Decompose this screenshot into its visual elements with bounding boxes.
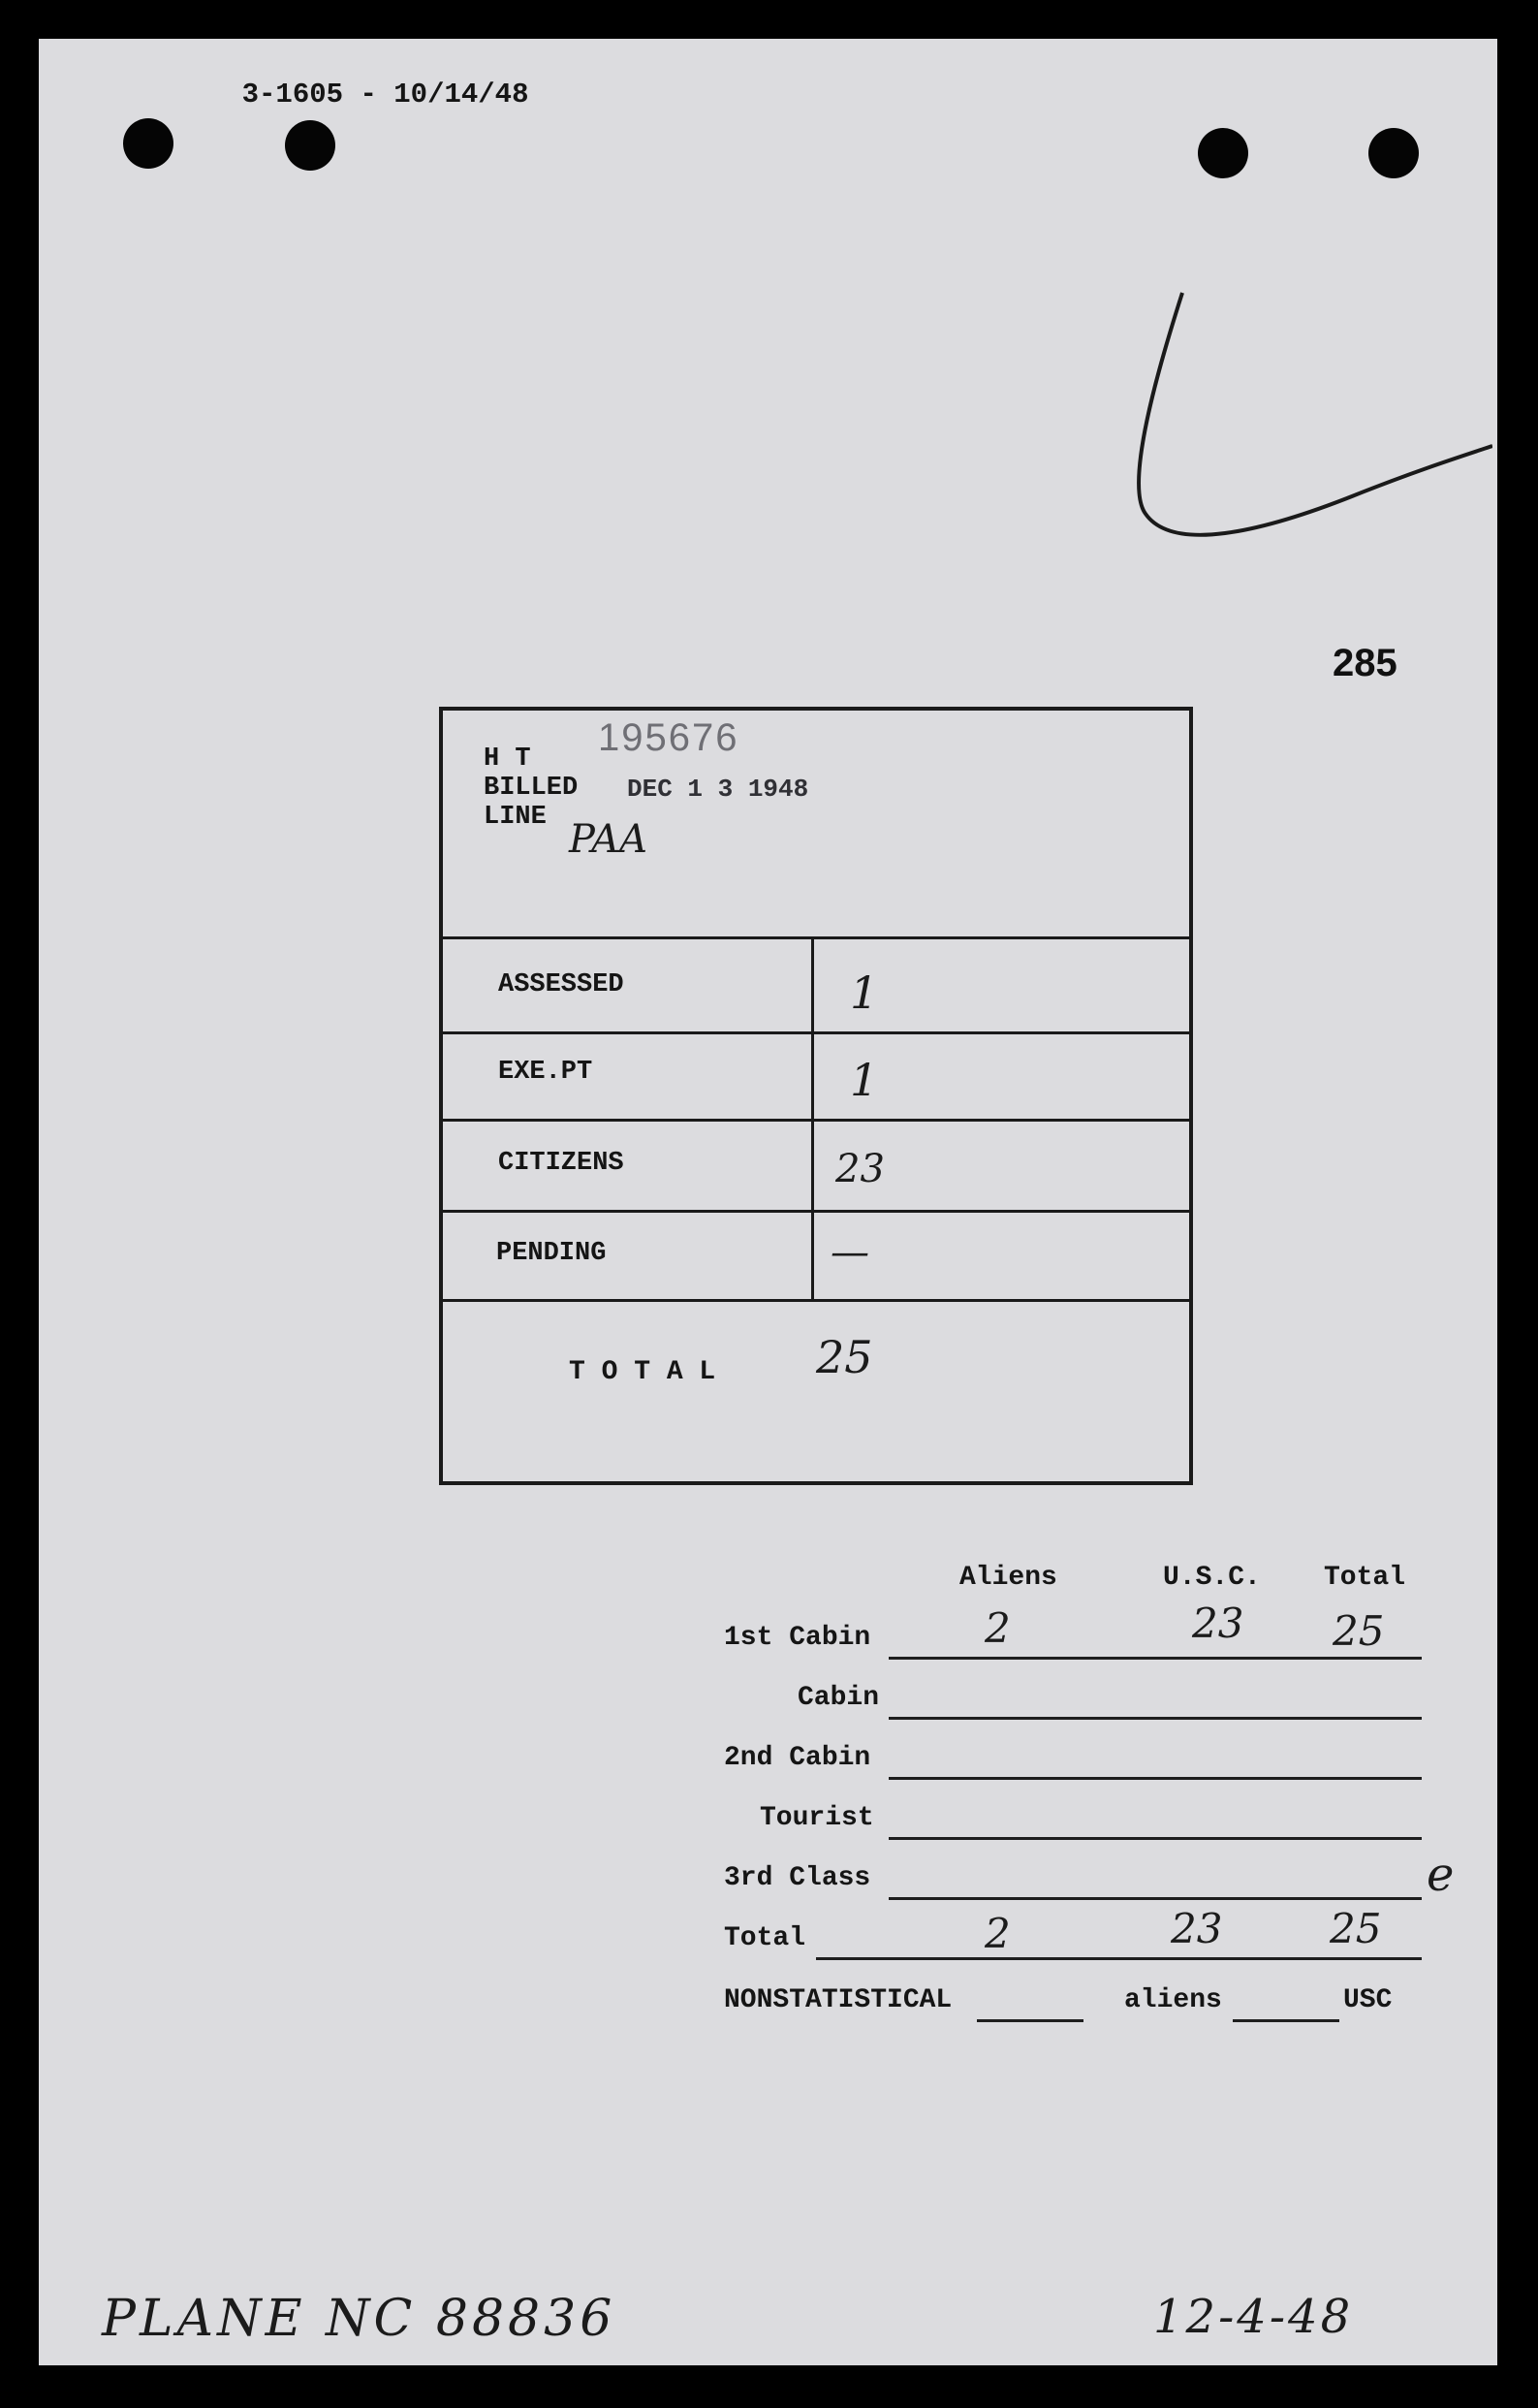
- total-value: 25: [816, 1331, 873, 1383]
- col-header-aliens: Aliens: [959, 1563, 1057, 1593]
- summary-aliens: 2: [985, 1910, 1011, 1957]
- row-label-assessed: ASSESSED: [498, 970, 624, 999]
- summary-row-label: Total: [724, 1923, 806, 1953]
- divider: [443, 1031, 1189, 1034]
- col-header-usc: U.S.C.: [1163, 1563, 1261, 1593]
- divider: [443, 936, 1189, 939]
- footer-date: 12-4-48: [1153, 2290, 1354, 2344]
- total-label: T O T A L: [569, 1357, 716, 1387]
- billing-labels: H T BILLED LINE: [484, 745, 579, 832]
- line-value: PAA: [569, 817, 648, 862]
- row-value-pending: —: [831, 1230, 869, 1275]
- divider: [443, 1119, 1189, 1122]
- fill-line: [889, 1657, 1422, 1660]
- summary-total: 25: [1330, 1905, 1382, 1952]
- check-mark: [1066, 252, 1492, 582]
- billing-box: [439, 707, 1193, 1485]
- summary-row-label: 1st Cabin: [724, 1623, 871, 1653]
- summary-usc: 23: [1192, 1600, 1244, 1647]
- row-value-assessed: 1: [850, 966, 879, 1019]
- row-label-citizens: CITIZENS: [498, 1149, 624, 1178]
- row-value-citizens: 23: [835, 1147, 885, 1191]
- col-header-total: Total: [1324, 1563, 1406, 1593]
- page-number: 285: [1333, 642, 1397, 684]
- divider: [443, 1210, 1189, 1213]
- summary-row-label: Cabin: [798, 1683, 880, 1713]
- document-page: [39, 39, 1497, 2365]
- fill-line: [889, 1717, 1422, 1720]
- column-divider: [811, 936, 814, 1301]
- nonstat-usc-label: USC: [1343, 1985, 1393, 2015]
- punch-hole: [285, 120, 335, 171]
- summary-total: 25: [1333, 1607, 1385, 1655]
- punch-hole: [1198, 128, 1248, 178]
- serial-stamp: 195676: [598, 716, 739, 759]
- row-value-exempt: 1: [850, 1054, 879, 1106]
- punch-hole: [1368, 128, 1419, 178]
- date-stamp: DEC 1 3 1948: [627, 775, 809, 804]
- summary-row-label: 3rd Class: [724, 1863, 871, 1893]
- row-label-exempt: EXE.PT: [498, 1058, 593, 1087]
- summary-usc: 23: [1171, 1905, 1223, 1952]
- fill-line: [816, 1957, 1422, 1960]
- punch-hole: [123, 118, 173, 169]
- nonstat-label: NONSTATISTICAL: [724, 1985, 953, 2015]
- fill-line: [1233, 2019, 1339, 2022]
- row-label-pending: PENDING: [496, 1239, 607, 1268]
- fill-line: [977, 2019, 1083, 2022]
- summary-aliens: 2: [985, 1604, 1011, 1652]
- plane-number: PLANE NC 88836: [102, 2290, 616, 2348]
- form-number: 3-1605 - 10/14/48: [241, 79, 529, 111]
- summary-row-label: Tourist: [760, 1803, 874, 1833]
- margin-mark: e: [1427, 1848, 1455, 1902]
- nonstat-aliens-label: aliens: [1124, 1985, 1222, 2015]
- divider: [443, 1299, 1189, 1302]
- fill-line: [889, 1897, 1422, 1900]
- fill-line: [889, 1837, 1422, 1840]
- fill-line: [889, 1777, 1422, 1780]
- summary-row-label: 2nd Cabin: [724, 1743, 871, 1773]
